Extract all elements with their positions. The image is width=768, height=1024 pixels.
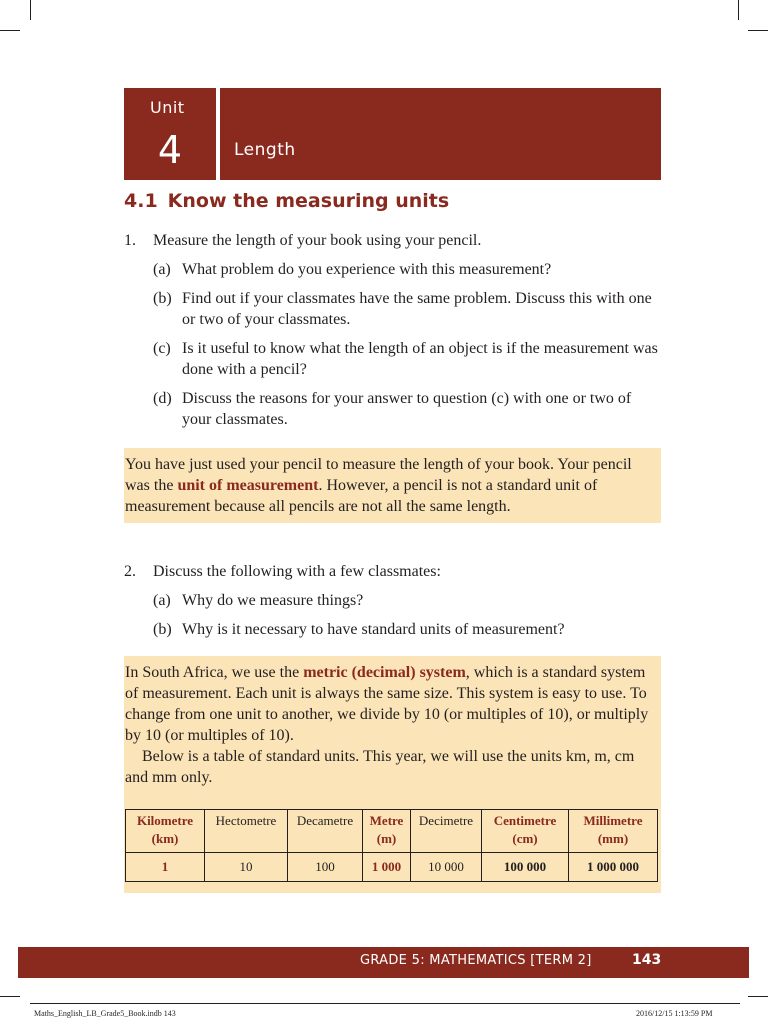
note-text: You have just used your pencil to measure the length of your book. Your pencil was the (125, 456, 632, 494)
table-header-cell (126, 810, 205, 853)
unit-abbr: (mm) (597, 831, 629, 846)
units-table (125, 809, 658, 882)
table-cell: 1 (126, 853, 205, 882)
section-heading (124, 190, 449, 212)
page-number: 143 (632, 952, 662, 968)
crop-mark (0, 996, 20, 997)
page-footer (18, 947, 749, 978)
table-cell: 1 000 (363, 853, 411, 882)
unit-name: Kilometre (136, 813, 194, 828)
sub-text: Is it useful to know what the length of an object is if the measurement was done with a pencil? (182, 340, 658, 378)
unit-title: Length (234, 140, 296, 160)
key-term: unit of measurement (177, 477, 319, 494)
question-number: 2. (124, 563, 136, 580)
unit-abbr: (cm) (512, 831, 538, 846)
crop-mark (748, 30, 768, 31)
unit-name: Hectometre (215, 813, 277, 828)
print-slug-date: 2016/12/15 1:13:59 PM (636, 1009, 713, 1018)
unit-name: Centimetre (493, 813, 557, 828)
print-slug-file: Maths_English_LB_Grade5_Book.indb 143 (34, 1009, 176, 1018)
table-header-row (126, 810, 658, 853)
table-header-cell (482, 810, 569, 853)
table-cell: 10 000 (411, 853, 482, 882)
unit-abbr: (m) (376, 831, 397, 846)
table-cell: 100 (288, 853, 363, 882)
unit-number: 4 (157, 128, 183, 172)
sub-text: Why is it necessary to have standard units of measurement? (182, 621, 565, 638)
key-term: metric (decimal) system (303, 664, 466, 681)
crop-mark (738, 0, 739, 20)
unit-name: Decametre (296, 813, 354, 828)
section-number: 4.1 (124, 190, 158, 212)
note-text: , which is a standard system of measurement. Each unit is always the same size. This system is easy to use. To change from one unit to another, we divide by 10 (or multiples of 10), or multiply by 10 (or multiples of 10). (125, 664, 649, 744)
sub-text: What problem do you experience with this measurement? (182, 261, 552, 278)
unit-abbr: (km) (151, 831, 179, 846)
sub-text: Why do we measure things? (182, 592, 364, 609)
note-paragraph: Below is a table of standard units. This year, we will use the units km, m, cm and mm only. (125, 748, 635, 786)
table-cell: 1 000 000 (569, 853, 658, 882)
footer-label: GRADE 5: MATHEMATICS [TERM 2] (360, 953, 592, 968)
note-text: . However, a pencil is not a standard unit of measurement because all pencils are not all the same length. (125, 477, 598, 515)
unit-label: Unit (150, 98, 185, 117)
crop-mark (0, 30, 20, 31)
table-header-cell (363, 810, 411, 853)
sub-text: Discuss the reasons for your answer to question (c) with one or two of your classmates. (182, 390, 632, 428)
table-header-cell (288, 810, 363, 853)
unit-title-bar (220, 88, 661, 180)
table-cell: 10 (205, 853, 288, 882)
sub-label: (a) (153, 261, 171, 278)
table-cell: 100 000 (482, 853, 569, 882)
question-number: 1. (124, 232, 136, 249)
sub-label: (b) (153, 290, 172, 307)
crop-mark (748, 996, 768, 997)
unit-badge (124, 88, 216, 180)
table-header-cell (569, 810, 658, 853)
table-header-cell (411, 810, 482, 853)
slug-rule (30, 1003, 740, 1004)
question-text: Discuss the following with a few classmates: (153, 563, 441, 580)
info-box-unit-of-measurement (124, 448, 661, 523)
unit-name: Decimetre (418, 813, 474, 828)
sub-label: (c) (153, 340, 171, 357)
table-value-row (126, 853, 658, 882)
unit-name: Metre (369, 813, 404, 828)
note-text: In South Africa, we use the (125, 664, 304, 681)
section-title: Know the measuring units (167, 190, 450, 212)
crop-mark (30, 0, 31, 20)
sub-text: Find out if your classmates have the same problem. Discuss this with one or two of your classmates. (182, 290, 652, 328)
question-text: Measure the length of your book using your pencil. (153, 232, 482, 249)
sub-label: (a) (153, 592, 171, 609)
table-header-cell (205, 810, 288, 853)
sub-label: (d) (153, 390, 172, 407)
unit-name: Millimetre (583, 813, 643, 828)
sub-label: (b) (153, 621, 172, 638)
